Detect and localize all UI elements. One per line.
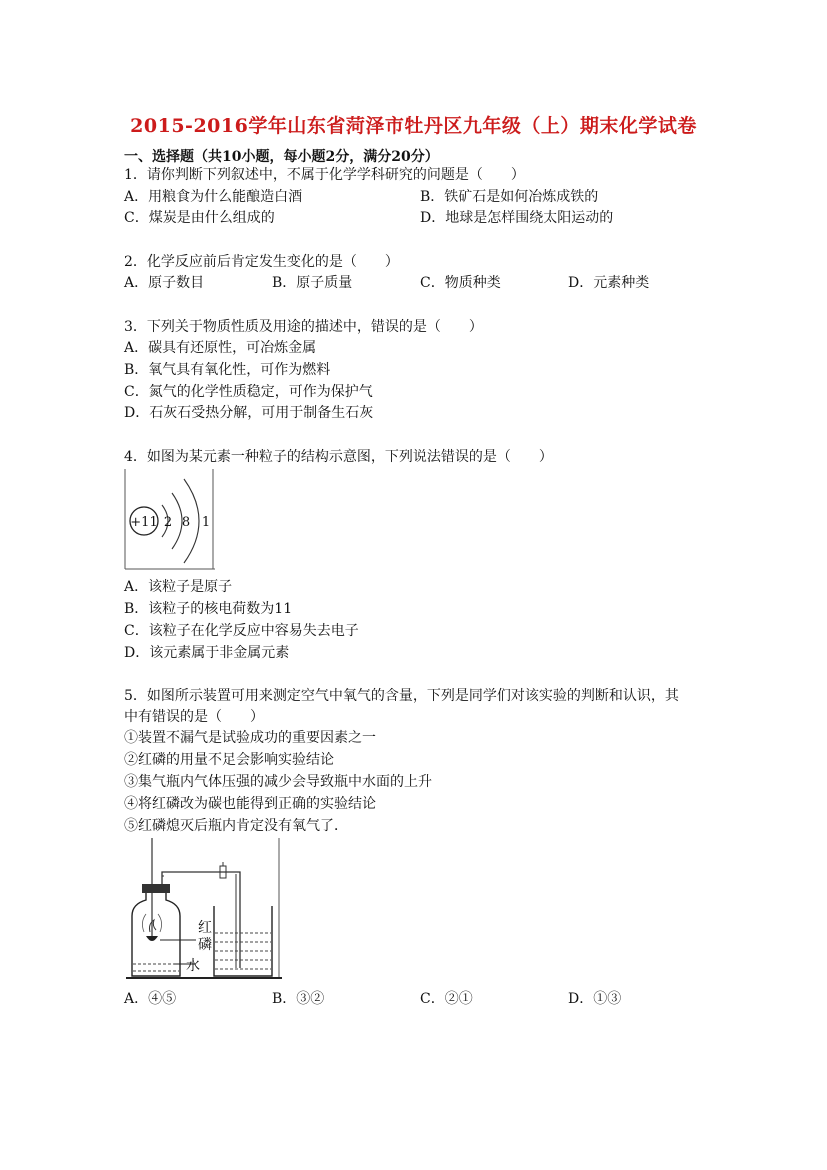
question-5-option-c[interactable]: C．②①	[420, 991, 473, 1007]
question-4-option-a[interactable]: A．该粒子是原子	[124, 579, 233, 595]
question-5-option-b[interactable]: B．③②	[272, 991, 325, 1007]
shell-3-electrons: 1	[201, 515, 211, 530]
burning-phosphorus	[146, 936, 158, 941]
nucleus-charge: +11	[130, 515, 158, 530]
question-4-option-c[interactable]: C．该粒子在化学反应中容易失去电子	[124, 623, 359, 639]
question-5-stem-line-2: 中有错误的是（ ）	[124, 709, 264, 725]
statement-3: ③集气瓶内气体压强的减少会导致瓶中水面的上升	[124, 774, 432, 790]
question-1-option-a[interactable]: A．用粮食为什么能酿造白酒	[124, 189, 303, 205]
question-2-option-b[interactable]: B．原子质量	[272, 275, 353, 291]
question-5-stem-line-1: 5．如图所示装置可用来测定空气中氧气的含量，下列是同学们对该实验的判断和认识，其	[124, 688, 679, 704]
exam-title: 2015-2016学年山东省菏泽市牡丹区九年级（上）期末化学试卷	[130, 115, 697, 137]
statement-1: ①装置不漏气是试验成功的重要因素之一	[124, 730, 376, 746]
question-3-option-b[interactable]: B．氧气具有氧化性，可作为燃料	[124, 362, 331, 378]
label-phosphorus-1: 红	[198, 920, 212, 936]
question-5-option-d[interactable]: D．①③	[568, 991, 622, 1007]
question-1-option-d[interactable]: D．地球是怎样围绕太阳运动的	[420, 210, 614, 226]
question-1-stem: 1．请你判断下列叙述中，不属于化学学科研究的问题是（ ）	[124, 167, 525, 183]
label-water: 水	[186, 958, 200, 974]
question-4-option-d[interactable]: D．该元素属于非金属元素	[124, 645, 290, 661]
shell-1-electrons: 2	[163, 515, 173, 530]
statement-4: ④将红磷改为碳也能得到正确的实验结论	[124, 796, 376, 812]
statement-5: ⑤红磷熄灭后瓶内肯定没有氧气了．	[124, 818, 348, 834]
question-1-option-b[interactable]: B．铁矿石是如何冶炼成铁的	[420, 189, 599, 205]
question-2-option-a[interactable]: A．原子数目	[124, 275, 205, 291]
beaker	[214, 906, 272, 976]
question-1-option-c[interactable]: C．煤炭是由什么组成的	[124, 210, 275, 226]
question-3-option-d[interactable]: D．石灰石受热分解，可用于制备生石灰	[124, 405, 374, 421]
question-3-stem: 3．下列关于物质性质及用途的描述中，错误的是（ ）	[124, 319, 483, 335]
question-4-option-b[interactable]: B．该粒子的核电荷数为11	[124, 601, 293, 617]
section-heading: 一、选择题（共10小题，每小题2分，满分20分）	[124, 149, 439, 165]
label-phosphorus-2: 磷	[198, 937, 212, 953]
oxygen-measurement-apparatus	[124, 836, 284, 984]
question-3-option-c[interactable]: C．氮气的化学性质稳定，可作为保护气	[124, 384, 373, 400]
question-4-stem: 4．如图为某元素一种粒子的结构示意图，下列说法错误的是（ ）	[124, 449, 553, 465]
question-5-option-a[interactable]: A．④⑤	[124, 991, 177, 1007]
question-2-option-d[interactable]: D．元素种类	[568, 275, 650, 291]
statement-2: ②红磷的用量不足会影响实验结论	[124, 752, 334, 768]
shell-2-electrons: 8	[181, 515, 191, 530]
question-3-option-a[interactable]: A．碳具有还原性，可冶炼金属	[124, 340, 317, 356]
question-2-option-c[interactable]: C．物质种类	[420, 275, 501, 291]
atomic-structure-diagram	[124, 468, 216, 570]
rubber-stopper	[142, 884, 170, 893]
gas-collecting-bottle	[132, 892, 180, 976]
question-2-stem: 2．化学反应前后肯定发生变化的是（ ）	[124, 254, 399, 270]
